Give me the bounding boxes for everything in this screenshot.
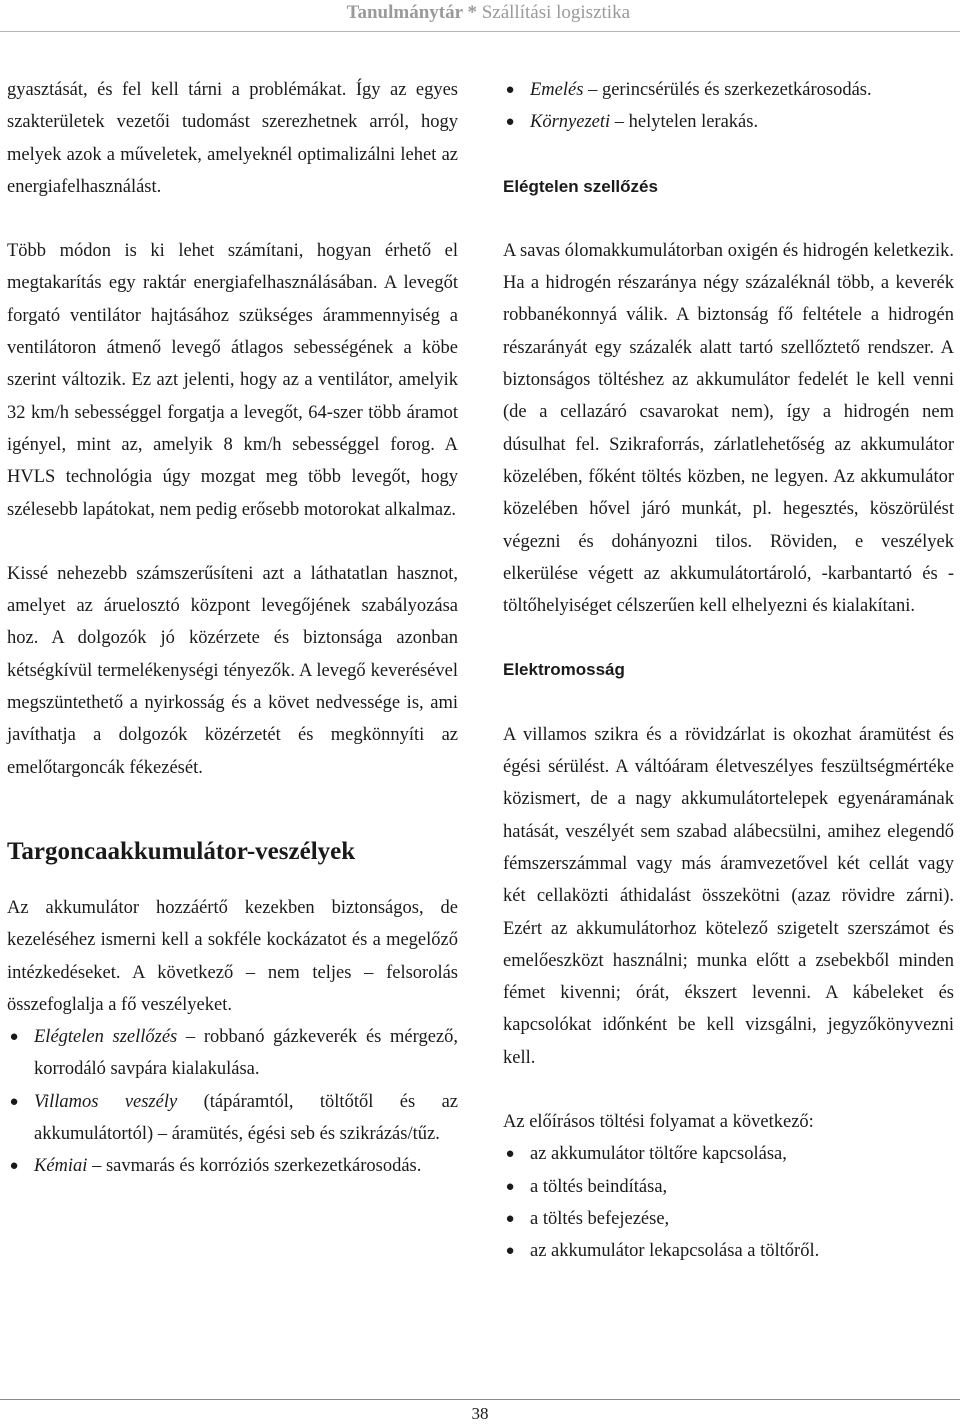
- footer-rule: [0, 1399, 960, 1400]
- left-paragraph-4: Az akkumulátor hozzáértő kezekben biztonságos, de kezeléséhez ismerni kell a sokféle kockázatot és a megelőző intézkedéseket. A következő – nem teljes – felsorolás összefoglalja a fő veszélyeket.: [7, 897, 458, 1015]
- list-item-text: az akkumulátor töltőre kapcsolása,: [530, 1144, 787, 1165]
- right-paragraph-1: A savas ólomakkumulátorban oxigén és hidrogén keletkezik. Ha a hidrogén részaránya négy százaléknál több, a keverék robbanékonnyá válik. A biztonság fő feltétele a hidrogén részarányát egy százalék alatt tartó szellőztető rendszer. A biztonságos töltéshez az akkumulátor fedelét le kell venni (de a cellazáró csavarokat nem), így a hidrogén nem dúsulhat fel. Szikraforrás, zárlatlehetőség az akkumulátor közelében, főként töltés közben, ne legyen. Az akkumulátor közelében hővel járó munkát, pl. hegesztés, köszörülést végezni és dohányozni tilos. Röviden, e veszélyek elkerülése végett az akkumulátortároló, -karbantartó és -töltőhelyiséget célszerűen kell elhelyezni és kialakítani.: [503, 240, 954, 617]
- left-paragraph-2: Több módon is ki lehet számítani, hogyan érhető el megtakarítás egy raktár energiafelhasználásában. A levegőt forgató ventilátor hajtásához szükséges árammennyiség a ventilátoron átmenő levegő átlagos sebességének a köbe szerint változik. Ez azt jelenti, hogy az a ventilátor, amelyik 32 km/h sebességgel forgatja a levegőt, 64-szer több áramot igényel, mint az, amelyik 8 km/h sebességgel forog. A HVLS technológia úgy mozgat meg több levegőt, hogy szélesebb lapátokat, nem pedig erősebb motorokat alkalmaz.: [7, 241, 458, 520]
- list-item-term: Környezeti: [530, 112, 611, 133]
- header-title: Szállítási logisztika: [481, 2, 630, 23]
- bullet-icon: ●: [505, 82, 515, 98]
- bullet-icon: ●: [505, 114, 515, 131]
- page-number: 38: [471, 1404, 489, 1423]
- bullet-icon: ●: [505, 1210, 515, 1227]
- list-item-text: az akkumulátor lekapcsolása a töltőről.: [530, 1241, 820, 1262]
- list-item-text: – savmarás és korróziós szerkezetkárosodás.: [87, 1156, 422, 1177]
- bullet-icon: ●: [9, 1093, 19, 1110]
- list-item: [7, 1150, 458, 1182]
- left-paragraph-3: Kissé nehezebb számszerűsíteni azt a láthatatlan hasznot, amelyet az áruelosztó központ levegőjének szabályozása hoz. A dolgozók jó közérzete és biztonsága azonban kétségkívül termelékenységi tényezők. A levegő keverésével megszüntethető a nyirkosság és a követ nedvessége is, ami javíthatja a dolgozók közérzetét és megkönnyíti az emelőtargoncák fékezését.: [7, 563, 458, 778]
- list-item-term: Kémiai: [34, 1156, 88, 1177]
- list-item: [7, 1086, 458, 1151]
- subheading-ventilation: Elégtelen szellőzés: [503, 176, 658, 196]
- list-item: [503, 1203, 954, 1235]
- list-item: [7, 1021, 458, 1086]
- bullet-icon: ●: [9, 1029, 19, 1046]
- charging-steps-list: [503, 1138, 954, 1267]
- right-paragraph-3: Az előírásos töltési folyamat a következő:: [503, 1112, 814, 1133]
- list-item: [503, 1235, 954, 1267]
- list-item: [503, 106, 954, 138]
- header-rule: [0, 31, 960, 32]
- list-item-text: a töltés befejezése,: [530, 1208, 670, 1229]
- list-item-term: Elégtelen szellőzés: [34, 1027, 178, 1048]
- bullet-icon: ●: [505, 1178, 515, 1195]
- list-item: [503, 1171, 954, 1203]
- list-item-text: – robbanó gázkeverék és mérgező, korrodáló savpára kialakulása.: [34, 1027, 458, 1080]
- list-item: [503, 74, 954, 106]
- header-site: Tanulmánytár: [346, 2, 463, 23]
- list-item-term: Emelés: [530, 80, 584, 100]
- bullet-icon: ●: [505, 1146, 515, 1163]
- right-paragraph-2: A villamos szikra és a rövidzárlat is okozhat áramütést és égési sérülést. A váltóáram életveszélyes feszültségmértéke közismert, de a nagy akkumulátortelepek egyenáramának hatását, veszélyét sem szabad alábecsülni, amihez elegendő fémszerszámmal vagy más áramvezetővel két cellát vagy két cellaközti áthidalást összekötni (azaz rövidre zárni). Ezért az akkumulátorhoz kötelező szigetelt szerszámot és emelőeszközt használni; munka előtt a zsebekből minden fémet kivenni; órát, ékszert levenni. A kábeleket és kapcsolókat időnként be kell vizsgálni, jegyzőkönyvezni kell.: [503, 724, 954, 1068]
- list-item-text: a töltés beindítása,: [530, 1176, 668, 1197]
- bullet-icon: ●: [505, 1243, 515, 1260]
- running-header: [0, 0, 960, 30]
- left-column: [7, 74, 458, 1183]
- list-item-text: (tápáramtól, töltőtől és az akkumulátortól) – áramütés, égési seb és szikrázás/tűz.: [34, 1091, 458, 1145]
- section-heading: Targoncaakkumulátor-veszélyek: [7, 837, 356, 865]
- left-paragraph-1: gyasztását, és fel kell tárni a problémákat. Így az egyes szakterületek vezetői tudomást szerezhetnek arról, hogy melyek azok a műveletek, amelyeknél optimalizálni lehet az energiafelhasználást.: [7, 80, 458, 197]
- hazard-list: [7, 1021, 458, 1182]
- list-item-text: – gerincsérülés és szerkezetkárosodás.: [583, 80, 872, 100]
- list-item-term: Villamos veszély: [34, 1091, 178, 1112]
- list-item-text: – helytelen lerakás.: [610, 112, 759, 133]
- subheading-electricity: Elektromosság: [503, 660, 625, 680]
- right-column: [503, 74, 954, 1268]
- bullet-icon: ●: [9, 1158, 19, 1175]
- header-separator: *: [462, 2, 482, 23]
- list-item: [503, 1138, 954, 1170]
- hazard-list-continued: [503, 74, 954, 139]
